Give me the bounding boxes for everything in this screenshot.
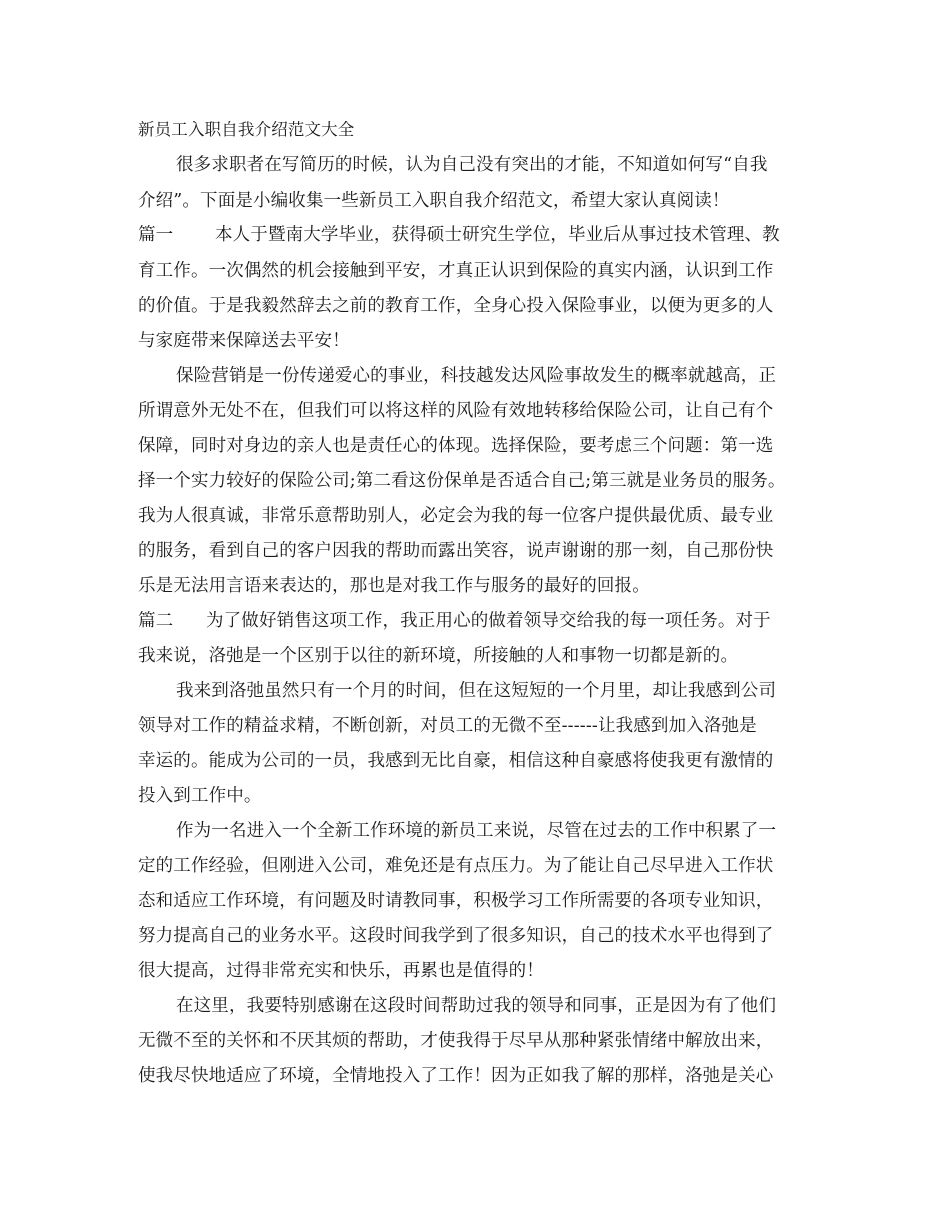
paragraph-line: 使我尽快地适应了环境，全情地投入了工作！因为正如我了解的那样，洛弛是关心 (138, 1066, 774, 1086)
paragraph-line: 在这里，我要特别感谢在这段时间帮助过我的领导和同事，正是因为有了他们 (176, 996, 777, 1016)
paragraph-line: 作为一名进入一个全新工作环境的新员工来说，尽管在过去的工作中积累了一 (176, 821, 777, 841)
paragraph-line: 与家庭带来保障送去平安！ (138, 331, 350, 351)
paragraph-line: 介绍”。下面是小编收集一些新员工入职自我介绍范文，希望大家认真阅读！ (138, 191, 730, 211)
paragraph-line: 我为人很真诚，非常乐意帮助别人，必定会为我的每一位客户提供最优质、最专业 (138, 506, 774, 526)
paragraph-line: 很大提高，过得非常充实和快乐，再累也是值得的！ (138, 961, 544, 981)
paragraph-line: 投入到工作中。 (138, 786, 262, 806)
paragraph-line: 我来到洛弛虽然只有一个月的时间，但在这短短的一个月里，却让我感到公司 (176, 681, 777, 701)
paragraph-line: 我来说，洛弛是一个区别于以往的新环境，所接触的人和事物一切都是新的。 (138, 646, 739, 666)
paragraph-text: 本人于暨南大学毕业，获得硕士研究生学位，毕业后从事过技术管理、教 (215, 225, 780, 245)
paragraph-line: 保险营销是一份传递爱心的事业，科技越发达风险事故发生的概率就越高，正 (176, 366, 777, 386)
paragraph-line: 态和适应工作环境，有问题及时请教同事，积极学习工作所需要的各项专业知识， (138, 891, 774, 911)
document-title: 新员工入职自我介绍范文大全 (138, 120, 355, 139)
paragraph-text: 为了做好销售这项工作，我正用心的做着领导交给我的每一项任务。对于 (206, 611, 771, 631)
paragraph-line: 的服务，看到自己的客户因我的帮助而露出笑容，说声谢谢的那一刻，自己那份快 (138, 541, 774, 561)
paragraph-line: 无微不至的关怀和不厌其烦的帮助，才使我得于尽早从那种紧张情绪中解放出来， (138, 1031, 774, 1051)
paragraph-line: 很多求职者在写简历的时候，认为自己没有突出的才能，不知道如何写“自我 (176, 155, 768, 175)
paragraph-line: 择一个实力较好的保险公司;第二看这份保单是否适合自己;第三就是业务员的服务。 (138, 471, 786, 491)
paragraph-line: 的价值。于是我毅然辞去之前的教育工作，全身心投入保险事业，以便为更多的人 (138, 296, 774, 316)
paragraph-line: 领导对工作的精益求精，不断创新，对员工的无微不至------让我感到加入洛弛是 (138, 716, 757, 736)
paragraph-line: 育工作。一次偶然的机会接触到平安，才真正认识到保险的真实内涵，认识到工作 (138, 261, 774, 281)
paragraph-line: 幸运的。能成为公司的一员，我感到无比自豪，相信这种自豪感将使我更有激情的 (138, 751, 774, 771)
section-label: 篇一 (138, 225, 174, 245)
paragraph-line: 所谓意外无处不在，但我们可以将这样的风险有效地转移给保险公司，让自己有个 (138, 401, 774, 421)
section-line (138, 223, 828, 247)
paragraph-line: 定的工作经验，但刚进入公司，难免还是有点压力。为了能让自己尽早进入工作状 (138, 856, 774, 876)
section-line (138, 609, 828, 633)
paragraph-line: 努力提高自己的业务水平。这段时间我学到了很多知识，自己的技术水平也得到了 (138, 926, 774, 946)
paragraph-line: 保障，同时对身边的亲人也是责任心的体现。选择保险，要考虑三个问题：第一选 (138, 436, 774, 456)
paragraph-line: 乐是无法用言语来表达的，那也是对我工作与服务的最好的回报。 (138, 576, 650, 596)
section-label: 篇二 (138, 611, 174, 631)
